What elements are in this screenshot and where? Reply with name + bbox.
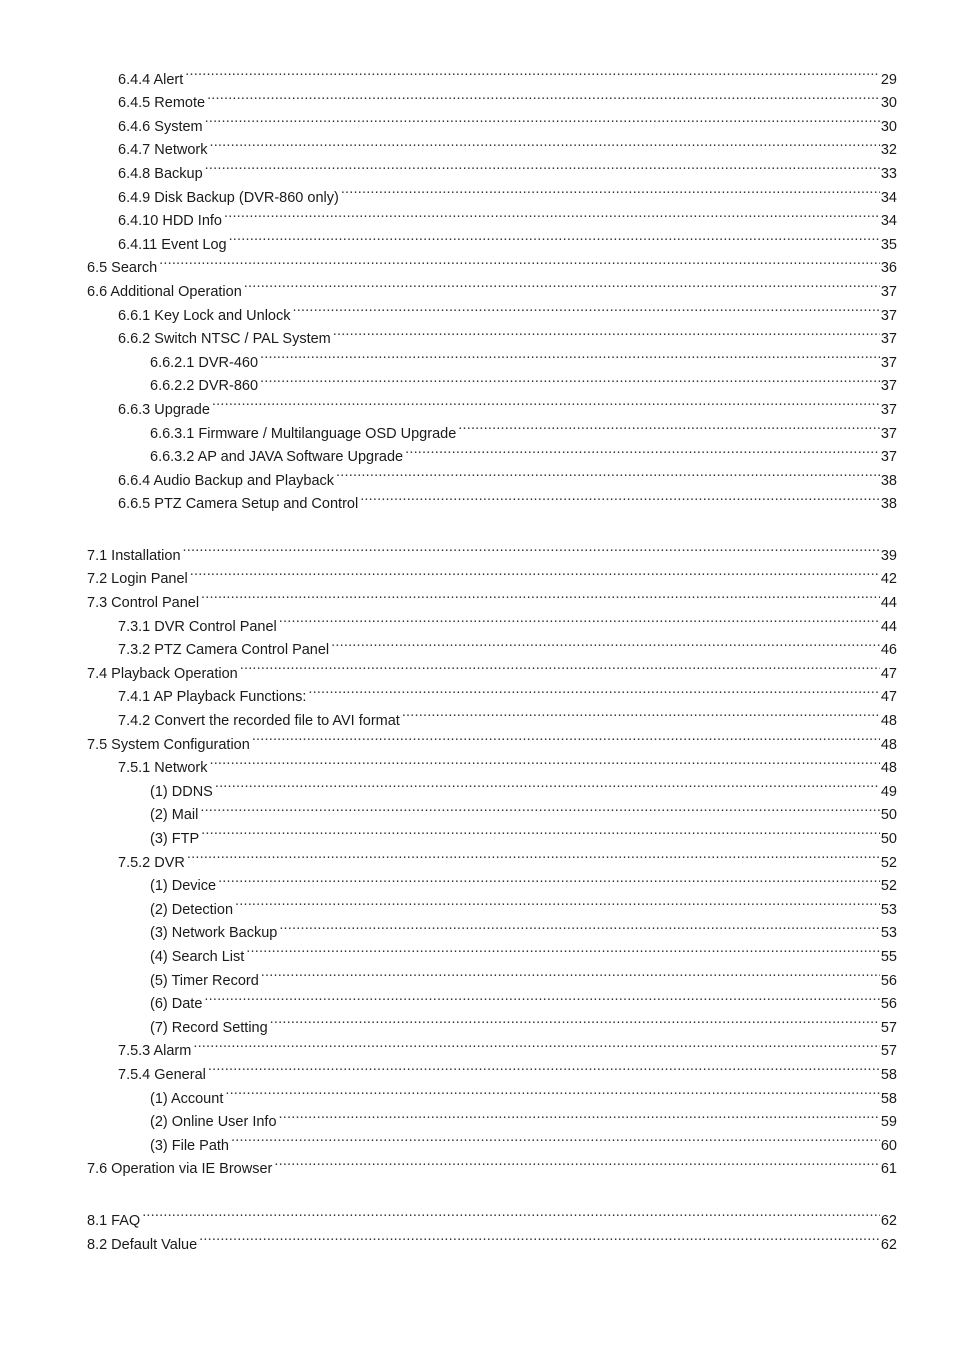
toc-entry[interactable] bbox=[118, 1055, 897, 1083]
toc-entry-title: 7.5.4 General bbox=[118, 1064, 208, 1088]
toc-entry-title: 6.5 Search bbox=[87, 257, 159, 281]
toc-entry-page-number: 34 bbox=[880, 187, 897, 211]
toc-entry-page-number: 46 bbox=[880, 639, 897, 663]
dot-leader bbox=[159, 249, 880, 273]
toc-entry[interactable] bbox=[150, 343, 897, 371]
toc-entry-title: 6.4.5 Remote bbox=[118, 92, 207, 116]
dot-leader bbox=[336, 461, 880, 485]
toc-entry-title: 6.4.4 Alert bbox=[118, 69, 185, 93]
toc-entry-title: 6.6.2.2 DVR-860 bbox=[150, 375, 260, 399]
toc-entry-title: 7.3.2 PTZ Camera Control Panel bbox=[118, 639, 331, 663]
toc-entry-page-number: 50 bbox=[880, 804, 897, 828]
toc-entry-title: 7.5 System Configuration bbox=[87, 734, 252, 758]
toc-entry[interactable] bbox=[87, 1225, 897, 1253]
toc-entry-page-number: 50 bbox=[880, 828, 897, 852]
toc-entry-title: (3) Network Backup bbox=[150, 922, 279, 946]
toc-entry-page-number: 47 bbox=[880, 686, 897, 710]
toc-entry-page-number: 37 bbox=[880, 281, 897, 305]
toc-entry[interactable] bbox=[150, 961, 897, 989]
toc-entry-page-number: 37 bbox=[880, 328, 897, 352]
toc-entry-page-number: 48 bbox=[880, 710, 897, 734]
dot-leader bbox=[229, 225, 880, 249]
dot-leader bbox=[185, 60, 880, 84]
toc-entry[interactable] bbox=[150, 414, 897, 442]
toc-entry-title: 6.6.3 Upgrade bbox=[118, 399, 212, 423]
dot-leader bbox=[333, 320, 880, 344]
toc-entry-page-number: 58 bbox=[880, 1064, 897, 1088]
toc-entry-page-number: 56 bbox=[880, 993, 897, 1017]
toc-entry-title: 6.4.9 Disk Backup (DVR-860 only) bbox=[118, 187, 341, 211]
toc-entry[interactable] bbox=[87, 725, 897, 753]
toc-entry-page-number: 56 bbox=[880, 970, 897, 994]
toc-entry[interactable] bbox=[150, 819, 897, 847]
toc-entry-page-number: 62 bbox=[880, 1210, 897, 1234]
dot-leader bbox=[212, 390, 880, 414]
toc-entry-title: 6.6.3.1 Firmware / Multilanguage OSD Upgrade bbox=[150, 423, 458, 447]
toc-entry[interactable] bbox=[150, 914, 897, 942]
toc-entry-title: (1) Account bbox=[150, 1088, 225, 1112]
toc-entry-page-number: 37 bbox=[880, 352, 897, 376]
toc-entry-page-number: 52 bbox=[880, 852, 897, 876]
dot-leader bbox=[208, 1055, 880, 1079]
toc-entry-title: (2) Mail bbox=[150, 804, 200, 828]
dot-leader bbox=[209, 749, 879, 773]
table-of-contents bbox=[0, 60, 954, 1253]
dot-leader bbox=[201, 819, 880, 843]
toc-entry[interactable] bbox=[118, 390, 897, 418]
toc-entry[interactable] bbox=[150, 438, 897, 466]
dot-leader bbox=[270, 1008, 880, 1032]
toc-entry-page-number: 57 bbox=[880, 1040, 897, 1064]
dot-leader bbox=[402, 701, 880, 725]
toc-entry-page-number: 30 bbox=[880, 116, 897, 140]
dot-leader bbox=[260, 367, 880, 391]
toc-entry-title: 6.4.8 Backup bbox=[118, 163, 205, 187]
toc-entry-page-number: 53 bbox=[880, 922, 897, 946]
toc-entry-title: 6.6.5 PTZ Camera Setup and Control bbox=[118, 493, 360, 517]
toc-entry[interactable] bbox=[87, 536, 897, 564]
toc-entry-title: 7.4 Playback Operation bbox=[87, 663, 240, 687]
toc-entry-title: 7.5.2 DVR bbox=[118, 852, 187, 876]
toc-entry[interactable] bbox=[150, 1103, 897, 1131]
dot-leader bbox=[209, 131, 879, 155]
toc-entry[interactable] bbox=[87, 560, 897, 588]
toc-entry-page-number: 39 bbox=[880, 545, 897, 569]
toc-entry[interactable] bbox=[118, 320, 897, 348]
toc-entry-page-number: 30 bbox=[880, 92, 897, 116]
toc-entry-title: 6.6.3.2 AP and JAVA Software Upgrade bbox=[150, 446, 405, 470]
toc-entry-title: (2) Online User Info bbox=[150, 1111, 279, 1135]
toc-entry-page-number: 37 bbox=[880, 305, 897, 329]
dot-leader bbox=[308, 678, 880, 702]
toc-entry-page-number: 37 bbox=[880, 399, 897, 423]
dot-leader bbox=[231, 1126, 880, 1150]
dot-leader bbox=[200, 796, 880, 820]
toc-entry-title: 6.6.2 Switch NTSC / PAL System bbox=[118, 328, 333, 352]
dot-leader bbox=[246, 937, 880, 961]
toc-entry[interactable] bbox=[118, 631, 897, 659]
toc-entry-page-number: 52 bbox=[880, 875, 897, 899]
toc-entry[interactable] bbox=[118, 60, 897, 88]
toc-entry-page-number: 38 bbox=[880, 493, 897, 517]
toc-entry[interactable] bbox=[118, 154, 897, 182]
dot-leader bbox=[225, 1079, 880, 1103]
toc-entry[interactable] bbox=[87, 654, 897, 682]
dot-leader bbox=[331, 631, 880, 655]
toc-entry[interactable] bbox=[87, 272, 897, 300]
toc-entry-title: 7.1 Installation bbox=[87, 545, 183, 569]
toc-entry-title: 7.4.2 Convert the recorded file to AVI format bbox=[118, 710, 402, 734]
toc-entry-title: 7.2 Login Panel bbox=[87, 568, 190, 592]
toc-entry-title: 7.3.1 DVR Control Panel bbox=[118, 616, 279, 640]
dot-leader bbox=[252, 725, 880, 749]
dot-leader bbox=[142, 1201, 880, 1225]
toc-entry[interactable] bbox=[150, 890, 897, 918]
toc-entry-title: 6.6.2.1 DVR-460 bbox=[150, 352, 260, 376]
dot-leader bbox=[279, 607, 880, 631]
toc-entry-title: 6.6.4 Audio Backup and Playback bbox=[118, 470, 336, 494]
toc-entry[interactable] bbox=[87, 1150, 897, 1178]
toc-entry[interactable] bbox=[150, 867, 897, 895]
dot-leader bbox=[240, 654, 880, 678]
toc-entry-title: 7.4.1 AP Playback Functions: bbox=[118, 686, 308, 710]
dot-leader bbox=[279, 914, 880, 938]
dot-leader bbox=[293, 296, 880, 320]
toc-entry-page-number: 38 bbox=[880, 470, 897, 494]
dot-leader bbox=[341, 178, 880, 202]
dot-leader bbox=[205, 107, 880, 131]
toc-entry[interactable] bbox=[150, 1126, 897, 1154]
toc-entry[interactable] bbox=[150, 1079, 897, 1107]
dot-leader bbox=[279, 1103, 880, 1127]
toc-entry-title: 6.6.1 Key Lock and Unlock bbox=[118, 305, 293, 329]
toc-entry[interactable] bbox=[118, 296, 897, 324]
dot-leader bbox=[261, 961, 880, 985]
toc-entry-page-number: 48 bbox=[880, 734, 897, 758]
toc-entry-page-number: 44 bbox=[880, 592, 897, 616]
toc-entry-title: 6.4.10 HDD Info bbox=[118, 210, 224, 234]
toc-entry[interactable] bbox=[150, 796, 897, 824]
toc-entry[interactable] bbox=[118, 843, 897, 871]
toc-entry[interactable] bbox=[118, 84, 897, 112]
toc-entry-title: (6) Date bbox=[150, 993, 204, 1017]
toc-entry-title: 6.6 Additional Operation bbox=[87, 281, 244, 305]
toc-entry-page-number: 35 bbox=[880, 234, 897, 258]
toc-section-group bbox=[0, 60, 954, 513]
toc-entry[interactable] bbox=[118, 225, 897, 253]
toc-entry-title: 6.4.7 Network bbox=[118, 139, 209, 163]
toc-entry-title: (3) File Path bbox=[150, 1135, 231, 1159]
dot-leader bbox=[405, 438, 880, 462]
toc-section-group bbox=[0, 536, 954, 1178]
dot-leader bbox=[183, 536, 880, 560]
dot-leader bbox=[204, 985, 879, 1009]
dot-leader bbox=[218, 867, 880, 891]
toc-entry-title: (3) FTP bbox=[150, 828, 201, 852]
toc-entry-title: 7.6 Operation via IE Browser bbox=[87, 1158, 274, 1182]
toc-entry[interactable] bbox=[118, 461, 897, 489]
toc-entry-title: 8.2 Default Value bbox=[87, 1234, 199, 1258]
toc-entry-page-number: 49 bbox=[880, 781, 897, 805]
dot-leader bbox=[193, 1032, 880, 1056]
toc-entry-title: 7.3 Control Panel bbox=[87, 592, 201, 616]
toc-entry-title: 6.4.6 System bbox=[118, 116, 205, 140]
toc-entry-title: 7.5.3 Alarm bbox=[118, 1040, 193, 1064]
toc-entry-page-number: 29 bbox=[880, 69, 897, 93]
toc-entry[interactable] bbox=[118, 202, 897, 230]
toc-entry-page-number: 33 bbox=[880, 163, 897, 187]
toc-entry-page-number: 57 bbox=[880, 1017, 897, 1041]
toc-entry-title: 8.1 FAQ bbox=[87, 1210, 142, 1234]
toc-entry[interactable] bbox=[118, 678, 897, 706]
toc-entry-page-number: 36 bbox=[880, 257, 897, 281]
toc-entry[interactable] bbox=[118, 178, 897, 206]
toc-entry-page-number: 37 bbox=[880, 423, 897, 447]
dot-leader bbox=[199, 1225, 880, 1249]
toc-entry[interactable] bbox=[118, 749, 897, 777]
toc-entry[interactable] bbox=[150, 367, 897, 395]
toc-entry[interactable] bbox=[150, 937, 897, 965]
toc-entry-title: (1) DDNS bbox=[150, 781, 215, 805]
dot-leader bbox=[205, 154, 880, 178]
dot-leader bbox=[244, 272, 880, 296]
toc-entry[interactable] bbox=[87, 1201, 897, 1229]
toc-entry[interactable] bbox=[118, 131, 897, 159]
dot-leader bbox=[224, 202, 880, 226]
dot-leader bbox=[190, 560, 880, 584]
toc-entry[interactable] bbox=[87, 249, 897, 277]
toc-entry-page-number: 55 bbox=[880, 946, 897, 970]
toc-entry-page-number: 34 bbox=[880, 210, 897, 234]
toc-entry-page-number: 61 bbox=[880, 1158, 897, 1182]
toc-entry[interactable] bbox=[118, 701, 897, 730]
toc-entry-page-number: 32 bbox=[880, 139, 897, 163]
toc-entry[interactable] bbox=[150, 1008, 897, 1036]
dot-leader bbox=[201, 583, 880, 607]
toc-entry-page-number: 37 bbox=[880, 375, 897, 399]
toc-entry-title: (2) Detection bbox=[150, 899, 235, 923]
toc-entry-page-number: 42 bbox=[880, 568, 897, 592]
toc-entry-page-number: 62 bbox=[880, 1234, 897, 1258]
toc-entry-title: (7) Record Setting bbox=[150, 1017, 270, 1041]
dot-leader bbox=[458, 414, 880, 438]
toc-entry[interactable] bbox=[87, 583, 897, 612]
dot-leader bbox=[235, 890, 880, 914]
toc-entry[interactable] bbox=[118, 107, 897, 135]
toc-entry[interactable] bbox=[150, 985, 897, 1013]
toc-entry-page-number: 44 bbox=[880, 616, 897, 640]
toc-entry-page-number: 37 bbox=[880, 446, 897, 470]
toc-entry-title: (4) Search List bbox=[150, 946, 246, 970]
toc-entry-page-number: 60 bbox=[880, 1135, 897, 1159]
toc-entry-page-number: 59 bbox=[880, 1111, 897, 1135]
toc-entry-page-number: 47 bbox=[880, 663, 897, 687]
toc-entry[interactable] bbox=[118, 485, 897, 513]
toc-entry-page-number: 48 bbox=[880, 757, 897, 781]
dot-leader bbox=[187, 843, 880, 867]
dot-leader bbox=[207, 84, 880, 108]
toc-entry[interactable] bbox=[150, 772, 897, 800]
toc-entry-page-number: 53 bbox=[880, 899, 897, 923]
toc-entry-page-number: 58 bbox=[880, 1088, 897, 1112]
toc-entry-title: 6.4.11 Event Log bbox=[118, 234, 229, 258]
dot-leader bbox=[215, 772, 880, 796]
toc-entry-title: 7.5.1 Network bbox=[118, 757, 209, 781]
toc-entry[interactable] bbox=[118, 1032, 897, 1060]
toc-entry-title: (1) Device bbox=[150, 875, 218, 899]
dot-leader bbox=[274, 1150, 879, 1174]
toc-section-group bbox=[0, 1201, 954, 1253]
dot-leader bbox=[260, 343, 880, 367]
dot-leader bbox=[360, 485, 880, 509]
toc-entry[interactable] bbox=[118, 607, 897, 635]
toc-entry-title: (5) Timer Record bbox=[150, 970, 261, 994]
